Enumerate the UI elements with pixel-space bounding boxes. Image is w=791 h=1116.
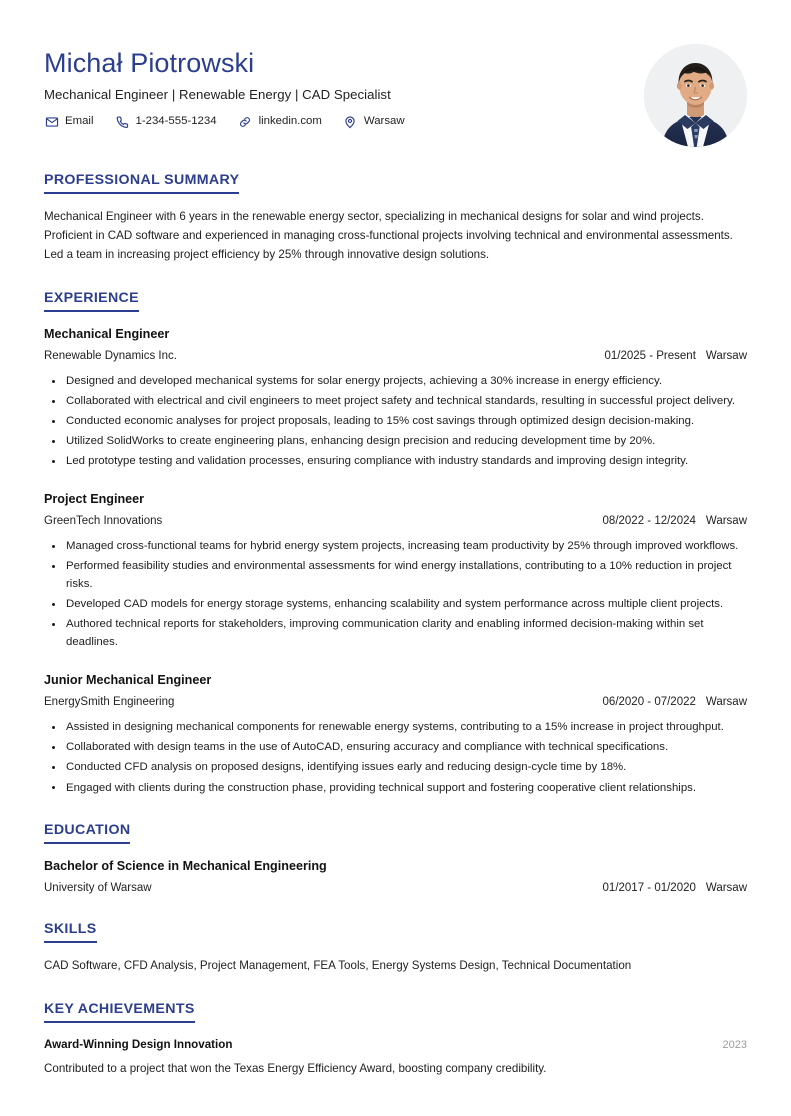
location-pin-icon [343, 114, 358, 129]
job-title: Project Engineer [44, 492, 145, 507]
job-dates-location [603, 694, 747, 710]
experience-entry [44, 672, 747, 796]
section-experience [44, 289, 747, 797]
job-dates-location [604, 348, 747, 364]
list-item: Conducted CFD analysis on proposed designs, identifying issues early and reducing design-cycle time by 18%. [44, 758, 747, 776]
education-meta [44, 880, 747, 896]
skills-body [44, 957, 747, 976]
email-icon [44, 114, 59, 129]
list-item: Conducted economic analyses for project proposals, leading to 15% cost savings through optimized design decision-making. [44, 412, 747, 430]
avatar [644, 44, 747, 147]
link-icon [238, 114, 253, 129]
job-bullets [44, 537, 747, 651]
list-item: Led prototype testing and validation processes, ensuring compliance with industry standards and improving design integrity. [44, 452, 747, 470]
achievement-year: 2023 [722, 1039, 747, 1052]
section-heading-achievements: KEY ACHIEVEMENTS [44, 1001, 195, 1023]
education-dates: 01/2017 - 01/2020 [602, 881, 696, 894]
page-title: Michał Piotrowski [44, 48, 255, 78]
job-location: Warsaw [705, 515, 747, 528]
section-skills [44, 920, 747, 976]
list-item: Designed and developed mechanical systems for solar energy projects, achieving a 30% increase in energy efficiency. [44, 372, 747, 390]
achievement-title: Award-Winning Design Innovation [44, 1038, 233, 1052]
list-item: Authored technical reports for stakeholders, improving communication clarity and enabling informed decision-making within set deadlines. [44, 615, 747, 651]
job-bullets [44, 718, 747, 796]
header-text-block [44, 42, 624, 129]
contact-item-phone[interactable] [114, 114, 216, 129]
contact-label-linkedin: linkedin.com [258, 115, 322, 127]
experience-body [44, 326, 747, 797]
job-meta [44, 513, 747, 529]
education-entry [44, 858, 747, 896]
job-dates: 06/2020 - 07/2022 [602, 696, 696, 709]
avatar-portrait [644, 44, 747, 147]
education-location: Warsaw [705, 881, 747, 894]
list-item: Engaged with clients during the construction phase, providing technical support and fostering cooperative client relationships. [44, 779, 747, 797]
list-item: Collaborated with electrical and civil engineers to meet project safety and technical standards, resulting in successful project delivery. [44, 392, 747, 410]
contact-label-phone: 1-234-555-1234 [135, 115, 217, 127]
contact-label-location: Warsaw [363, 115, 405, 127]
resume-header [44, 38, 747, 147]
experience-entry [44, 326, 747, 470]
achievements-body [44, 1037, 747, 1078]
list-item: Collaborated with design teams in the use of AutoCAD, ensuring accuracy and compliance with technical specifications. [44, 738, 747, 756]
phone-icon [114, 114, 129, 129]
section-heading-education: EDUCATION [44, 822, 130, 844]
section-heading-experience: EXPERIENCE [44, 290, 139, 312]
skills-list: CAD Software, CFD Analysis, Project Management, FEA Tools, Energy Systems Design, Technical Documentation [44, 959, 632, 973]
job-location: Warsaw [705, 696, 747, 709]
education-dates-location [603, 880, 747, 896]
job-title: Mechanical Engineer [44, 327, 170, 341]
achievement-header [44, 1037, 747, 1053]
list-item: Utilized SolidWorks to create engineering plans, enhancing design precision and reducing development time by 20%. [44, 432, 747, 450]
list-item: Assisted in designing mechanical components for renewable energy systems, contributing to a 15% increase in project throughput. [44, 718, 747, 736]
contact-item-linkedin[interactable] [238, 114, 322, 129]
company-name: Renewable Dynamics Inc. [44, 350, 177, 362]
contact-row [44, 114, 624, 129]
company-name: GreenTech Innovations [44, 515, 163, 528]
contact-label-email: Email [65, 115, 94, 127]
achievement-description: Contributed to a project that won the Texas Energy Efficiency Award, boosting company credibility. [44, 1061, 547, 1075]
job-meta [44, 348, 747, 364]
section-heading-skills: SKILLS [44, 921, 97, 943]
experience-entry [44, 491, 747, 651]
summary-text: Mechanical Engineer with 6 years in the renewable energy sector, specializing in mechanical designs for solar and wind projects. Proficient in CAD software and experienced in managing cross-functional projects involving technical and environmental assessments. Led a team in increasing project efficiency by 25% through innovative design solutions. [44, 210, 733, 261]
list-item: Managed cross-functional teams for hybrid energy system projects, increasing team productivity by 25% through improved workflows. [44, 537, 747, 555]
job-meta [44, 694, 747, 710]
achievement-entry [44, 1037, 747, 1078]
job-dates-location [603, 513, 747, 529]
job-dates: 01/2025 - Present [604, 350, 696, 362]
company-name: EnergySmith Engineering [44, 696, 175, 709]
contact-item-location[interactable] [343, 114, 405, 129]
professional-headline: Mechanical Engineer | Renewable Energy | CAD Specialist [44, 87, 391, 103]
contact-item-email[interactable] [44, 114, 93, 129]
section-professional-summary [44, 171, 747, 265]
education-body [44, 858, 747, 896]
job-dates: 08/2022 - 12/2024 [602, 515, 696, 528]
section-heading-summary: PROFESSIONAL SUMMARY [44, 172, 239, 194]
section-education [44, 821, 747, 896]
degree-title: Bachelor of Science in Mechanical Engineering [44, 858, 327, 873]
list-item: Performed feasibility studies and environmental assessments for wind energy installations, contributing to a 10% reduction in project risks. [44, 557, 747, 593]
job-title: Junior Mechanical Engineer [44, 673, 212, 688]
job-location: Warsaw [705, 350, 747, 362]
list-item: Developed CAD models for energy storage systems, enhancing scalability and system performance across multiple client projects. [44, 595, 747, 613]
job-bullets [44, 372, 747, 470]
school-name: University of Warsaw [44, 881, 152, 894]
section-key-achievements [44, 1000, 747, 1079]
summary-body [44, 208, 747, 264]
